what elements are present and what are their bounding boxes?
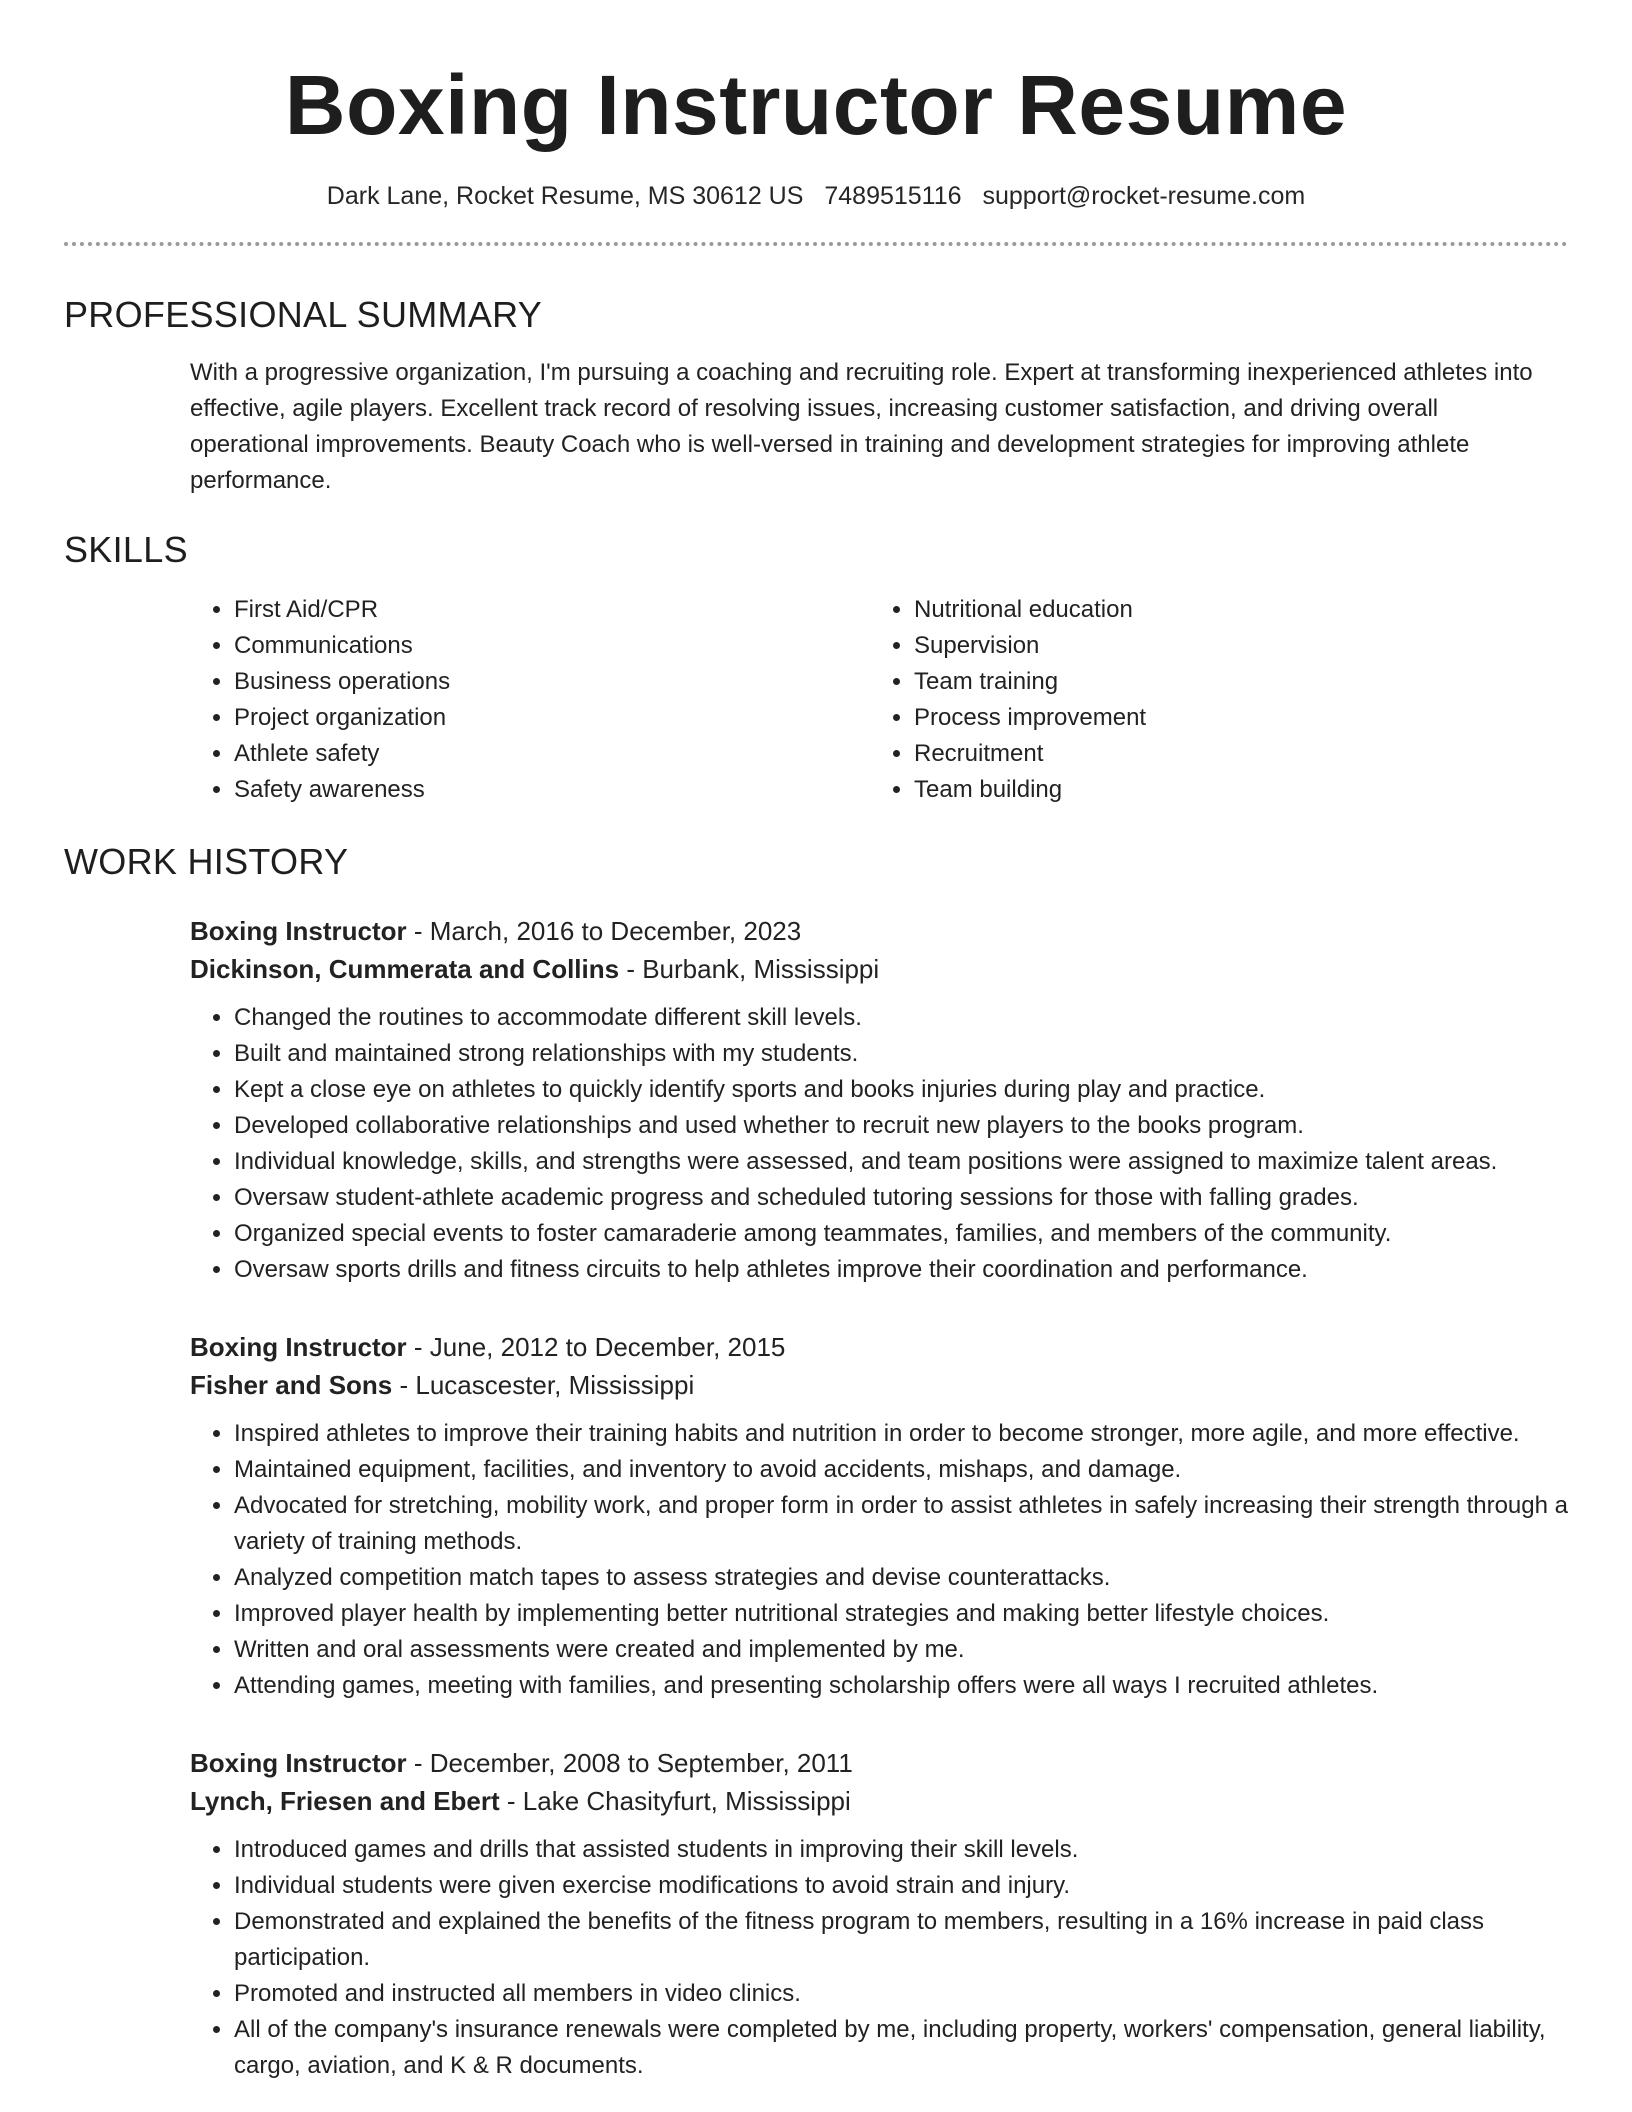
job-entry <box>190 912 1568 1288</box>
job-bullet: • Improved player health by implementing better nutritional strategies and making better lifestyle choices. <box>234 1596 1568 1632</box>
skill-item: • Process improvement <box>914 700 1470 736</box>
job-company-line <box>190 1366 1568 1404</box>
job-role: Boxing Instructor <box>190 1332 407 1362</box>
skill-item: • First Aid/CPR <box>234 592 870 628</box>
skill-item: • Project organization <box>234 700 870 736</box>
job-entry <box>190 1744 1568 2084</box>
contact-address: Dark Lane, Rocket Resume, MS 30612 US <box>326 182 804 210</box>
resume-title: Boxing Instructor Resume <box>284 58 1348 152</box>
skills-section <box>64 528 1568 808</box>
skills-list-right <box>870 592 1470 808</box>
skill-item: • Supervision <box>914 628 1470 664</box>
header-divider <box>64 242 1568 246</box>
skill-item: • Nutritional education <box>914 592 1470 628</box>
skill-item: • Team training <box>914 664 1470 700</box>
job-location: - Lucascester, Mississippi <box>392 1370 695 1400</box>
job-bullet: • Developed collaborative relationships and used whether to recruit new players to the books program. <box>234 1108 1568 1144</box>
job-company: Fisher and Sons <box>190 1370 393 1400</box>
resume-header <box>64 0 1568 212</box>
job-role: Boxing Instructor <box>190 1748 407 1778</box>
job-dates: - June, 2012 to December, 2015 <box>406 1332 786 1362</box>
skills-list-left <box>190 592 870 808</box>
contact-line <box>64 180 1568 212</box>
job-bullet: • Individual students were given exercise modifications to avoid strain and injury. <box>234 1868 1568 1904</box>
job-bullet: • Kept a close eye on athletes to quickly identify sports and books injuries during play and practice. <box>234 1072 1568 1108</box>
job-location: - Lake Chasityfurt, Mississippi <box>499 1786 851 1816</box>
contact-email[interactable]: support@rocket-resume.com <box>982 182 1306 210</box>
job-bullet: • Written and oral assessments were created and implemented by me. <box>234 1632 1568 1668</box>
work-history-section <box>64 840 1568 2084</box>
job-company: Lynch, Friesen and Ebert <box>190 1786 500 1816</box>
skill-item: • Safety awareness <box>234 772 870 808</box>
job-bullet: • Introduced games and drills that assisted students in improving their skill levels. <box>234 1832 1568 1868</box>
job-bullets <box>190 1832 1568 2084</box>
job-company: Dickinson, Cummerata and Collins <box>190 954 620 984</box>
job-bullet: • Organized special events to foster camaraderie among teammates, families, and members of the community. <box>234 1216 1568 1252</box>
job-bullet: • Analyzed competition match tapes to assess strategies and devise counterattacks. <box>234 1560 1568 1596</box>
job-role-line <box>190 1328 1568 1366</box>
job-bullets <box>190 1000 1568 1288</box>
job-dates: - March, 2016 to December, 2023 <box>406 916 802 946</box>
skill-item: • Athlete safety <box>234 736 870 772</box>
skill-item: • Business operations <box>234 664 870 700</box>
skill-item: • Recruitment <box>914 736 1470 772</box>
job-role-line <box>190 912 1568 950</box>
job-bullet: • Oversaw student-athlete academic progress and scheduled tutoring sessions for those with falling grades. <box>234 1180 1568 1216</box>
job-bullet: • Changed the routines to accommodate different skill levels. <box>234 1000 1568 1036</box>
skills-grid <box>190 592 1568 808</box>
job-dates: - December, 2008 to September, 2011 <box>406 1748 853 1778</box>
job-role: Boxing Instructor <box>190 916 407 946</box>
skills-heading: SKILLS <box>64 529 188 570</box>
job-bullets <box>190 1416 1568 1704</box>
job-bullet: • Promoted and instructed all members in video clinics. <box>234 1976 1568 2012</box>
job-bullet: • Advocated for stretching, mobility work, and proper form in order to assist athletes in safely increasing their strength through a variety of training methods. <box>234 1488 1568 1560</box>
job-company-line <box>190 950 1568 988</box>
job-bullet: • Demonstrated and explained the benefits of the fitness program to members, resulting in a 16% increase in paid class participation. <box>234 1904 1568 1976</box>
contact-phone: 7489515116 <box>824 182 962 210</box>
skill-item: • Team building <box>914 772 1470 808</box>
work-history-heading: WORK HISTORY <box>64 841 349 882</box>
job-role-line <box>190 1744 1568 1782</box>
job-company-line <box>190 1782 1568 1820</box>
job-bullet: • Built and maintained strong relationships with my students. <box>234 1036 1568 1072</box>
job-bullet: • Attending games, meeting with families, and presenting scholarship offers were all ways I recruited athletes. <box>234 1668 1568 1704</box>
job-entry <box>190 1328 1568 1704</box>
job-bullet: • Inspired athletes to improve their training habits and nutrition in order to become stronger, more agile, and more effective. <box>234 1416 1568 1452</box>
summary-section <box>64 293 1568 499</box>
job-bullet: • All of the company's insurance renewals were completed by me, including property, workers' compensation, general liability, cargo, aviation, and K & R documents. <box>234 2012 1568 2084</box>
job-location: - Burbank, Mississippi <box>619 954 880 984</box>
skill-item: • Communications <box>234 628 870 664</box>
summary-heading: PROFESSIONAL SUMMARY <box>64 294 543 335</box>
job-bullet: • Individual knowledge, skills, and strengths were assessed, and team positions were assigned to maximize talent areas. <box>234 1144 1568 1180</box>
job-bullet: • Maintained equipment, facilities, and inventory to avoid accidents, mishaps, and damage. <box>234 1452 1568 1488</box>
summary-text: With a progressive organization, I'm pursuing a coaching and recruiting role. Expert at transforming inexperienced athletes into effective, agile players. Excellent track record of resolving issues, increasing customer satisfaction, and driving overall operational improvements. Beauty Coach who is well-versed in training and development strategies for improving athlete performance. <box>190 359 1533 494</box>
job-bullet: • Oversaw sports drills and fitness circuits to help athletes improve their coordination and performance. <box>234 1252 1568 1288</box>
